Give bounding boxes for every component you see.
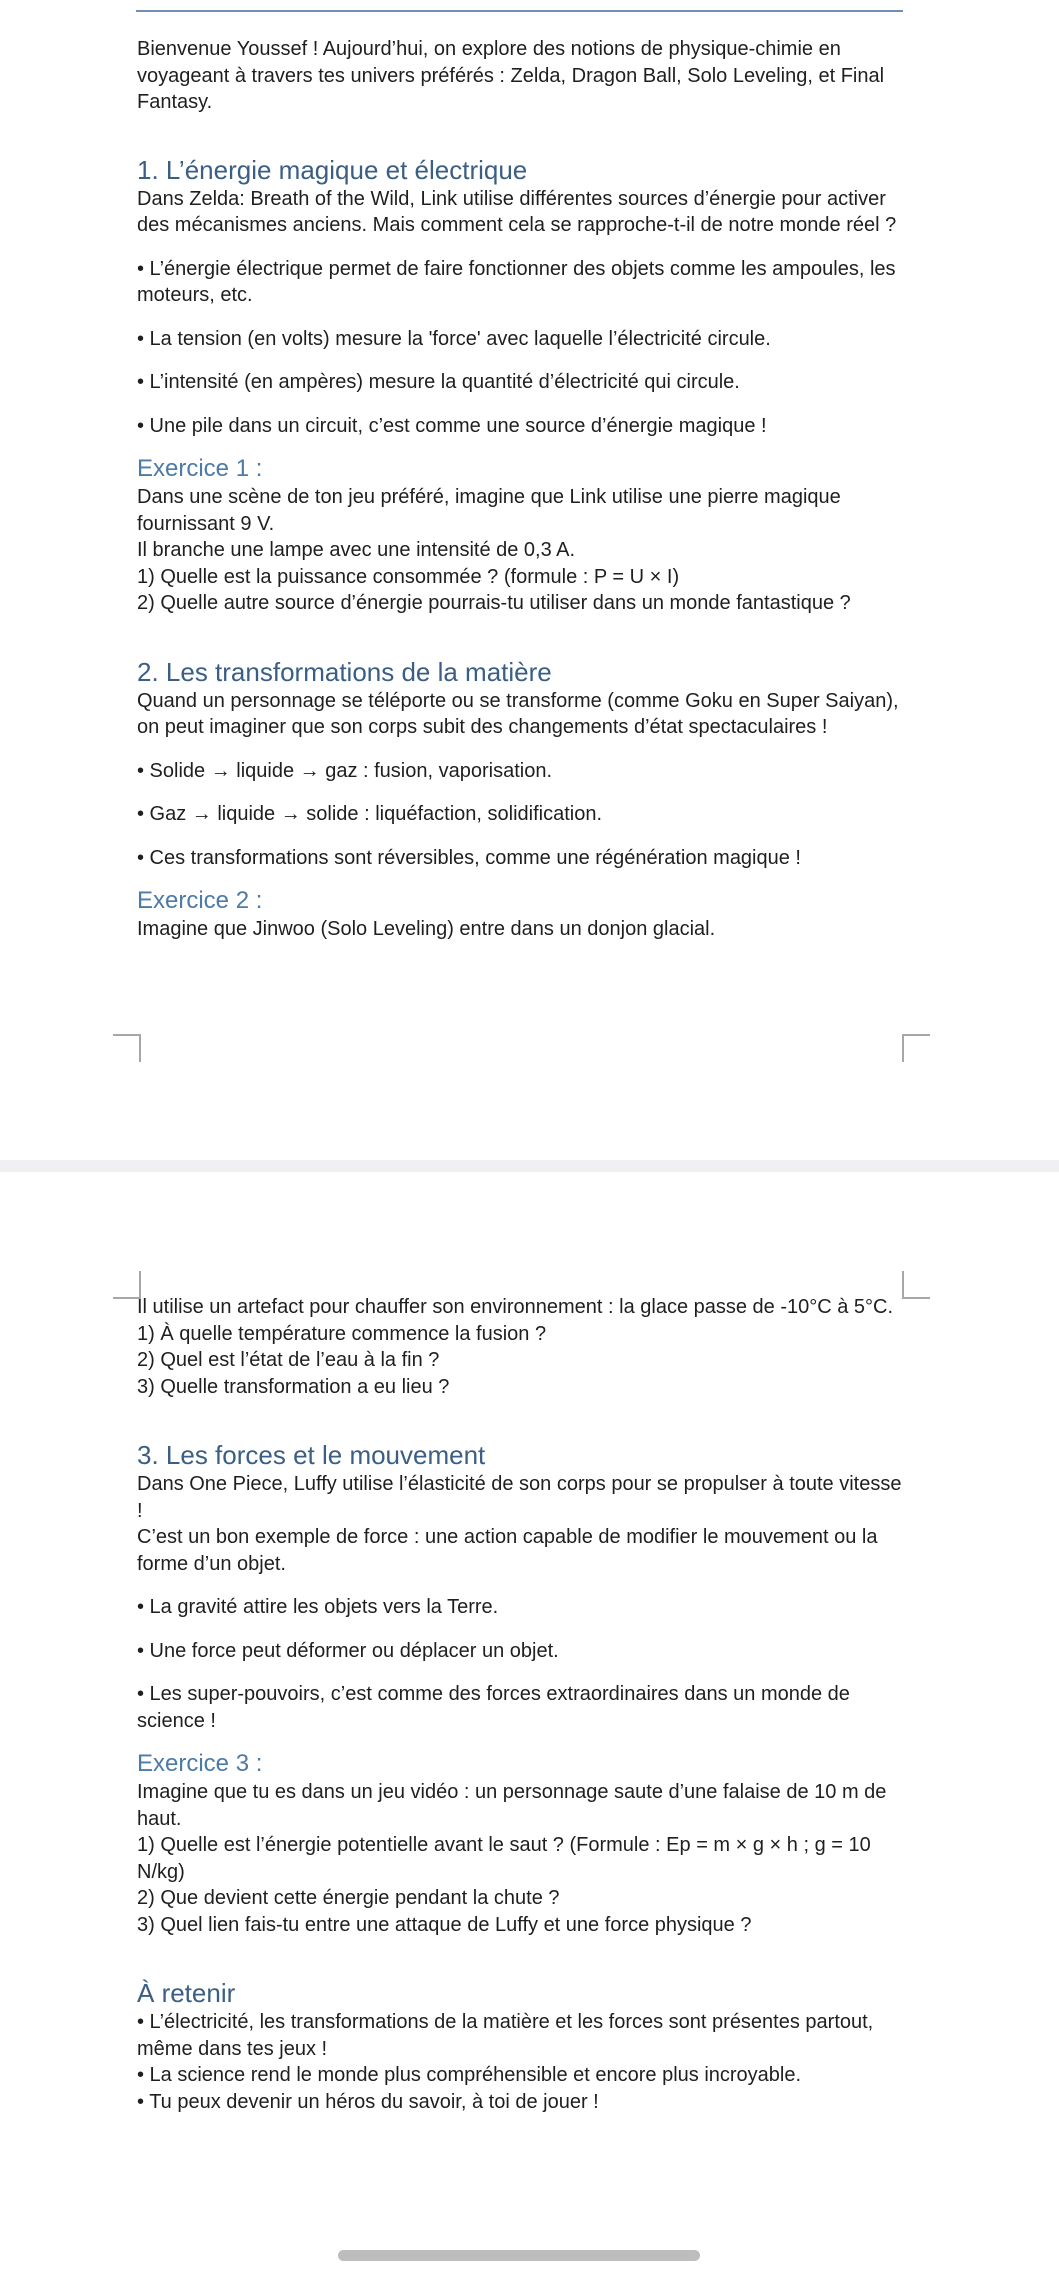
exercise-3-line: 3) Quel lien fais-tu entre une attaque de Luffy et une force physique ? [137, 1913, 752, 1936]
exercise-3-line: 2) Que devient cette énergie pendant la chute ? [137, 1887, 560, 1909]
section-1-bullet: • L’énergie électrique permet de faire fonctionner des objets comme les ampoules, les moteurs, etc. [137, 257, 896, 306]
summary-title: À retenir [137, 1978, 236, 2008]
summary-line: • Tu peux devenir un héros du savoir, à toi de jouer ! [137, 2090, 599, 2113]
exercise-1-line: 2) Quelle autre source d’énergie pourrais-tu utiliser dans un monde fantastique ? [137, 592, 851, 614]
exercise-1-title: Exercice 1 : [137, 455, 263, 482]
header-rule [136, 10, 903, 12]
section-1-bullet: • L’intensité (en ampères) mesure la quantité d’électricité qui circule. [137, 371, 740, 393]
exercise-2-line: 2) Quel est l’état de l’eau à la fin ? [137, 1349, 440, 1371]
section-2-text: Quand un personnage se téléporte ou se transforme (comme Goku en Super Saiyan), on peut imaginer que son corps subit des changements d’état spectaculaires ! [137, 689, 899, 738]
exercise-2-title: Exercice 2 : [137, 887, 263, 914]
page-1-content [137, 36, 907, 943]
margin-corner-mark [902, 1034, 930, 1062]
exercise-2-line: Imagine que Jinwoo (Solo Leveling) entre dans un donjon glacial. [137, 918, 716, 940]
exercise-2-line: 1) À quelle température commence la fusion ? [137, 1322, 547, 1345]
section-3-title: 3. Les forces et le mouvement [137, 1440, 486, 1470]
section-2-bullet: • Solide → liquide → gaz : fusion, vaporisation. [137, 759, 552, 782]
exercise-2-line: 3) Quelle transformation a eu lieu ? [137, 1375, 450, 1398]
page-separator [0, 1160, 1059, 1172]
exercise-3-line: Imagine que tu es dans un jeu vidéo : un personnage saute d’une falaise de 10 m de haut. [137, 1781, 887, 1830]
exercise-2-line: Il utilise un artefact pour chauffer son environnement : la glace passe de -10°C à 5°C. [137, 1296, 894, 1318]
home-indicator[interactable] [338, 2250, 700, 2261]
exercise-1-line: 1) Quelle est la puissance consommée ? (formule : P = U × I) [137, 565, 680, 588]
section-3-bullet: • Les super-pouvoirs, c’est comme des forces extraordinaires dans un monde de science ! [137, 1683, 850, 1732]
section-3-text: C’est un bon exemple de force : une action capable de modifier le mouvement ou la forme d’un objet. [137, 1526, 878, 1575]
section-1-bullet: • Une pile dans un circuit, c’est comme une source d’énergie magique ! [137, 414, 767, 437]
page-2-content [137, 1294, 907, 2115]
section-3-text: Dans One Piece, Luffy utilise l’élasticité de son corps pour se propulser à toute vitesse ! [137, 1473, 902, 1522]
exercise-1-line: Il branche une lampe avec une intensité de 0,3 A. [137, 539, 576, 561]
intro-paragraph: Bienvenue Youssef ! Aujourd’hui, on explore des notions de physique-chimie en voyageant à travers tes univers préférés : Zelda, Dragon Ball, Solo Leveling, et Final Fantasy. [137, 38, 885, 113]
section-2-title: 2. Les transformations de la matière [137, 656, 552, 687]
summary-line: • La science rend le monde plus compréhensible et encore plus incroyable. [137, 2064, 802, 2086]
section-1-bullet: • La tension (en volts) mesure la 'force' avec laquelle l’électricité circule. [137, 327, 771, 350]
section-2-bullet: • Ces transformations sont réversibles, comme une régénération magique ! [137, 846, 801, 869]
section-3-bullet: • Une force peut déformer ou déplacer un objet. [137, 1639, 559, 1662]
section-1-title: 1. L’énergie magique et électrique [137, 154, 528, 185]
section-2-bullet: • Gaz → liquide → solide : liquéfaction, solidification. [137, 803, 603, 825]
document-page-2 [0, 1172, 1059, 2280]
section-3-bullet: • La gravité attire les objets vers la Terre. [137, 1596, 499, 1618]
exercise-3-line: 1) Quelle est l’énergie potentielle avant le saut ? (Formule : Ep = m × g × h ; g = 10 N/kg) [137, 1834, 871, 1883]
exercise-3-title: Exercice 3 : [137, 1750, 263, 1777]
summary-line: • L’électricité, les transformations de la matière et les forces sont présentes partout, même dans tes jeux ! [137, 2011, 874, 2060]
section-1-text: Dans Zelda: Breath of the Wild, Link utilise différentes sources d’énergie pour activer des mécanismes anciens. Mais comment cela se rapproche-t-il de notre monde réel ? [137, 187, 897, 236]
exercise-1-line: Dans une scène de ton jeu préféré, imagine que Link utilise une pierre magique fournissant 9 V. [137, 486, 841, 535]
margin-corner-mark [113, 1034, 141, 1062]
